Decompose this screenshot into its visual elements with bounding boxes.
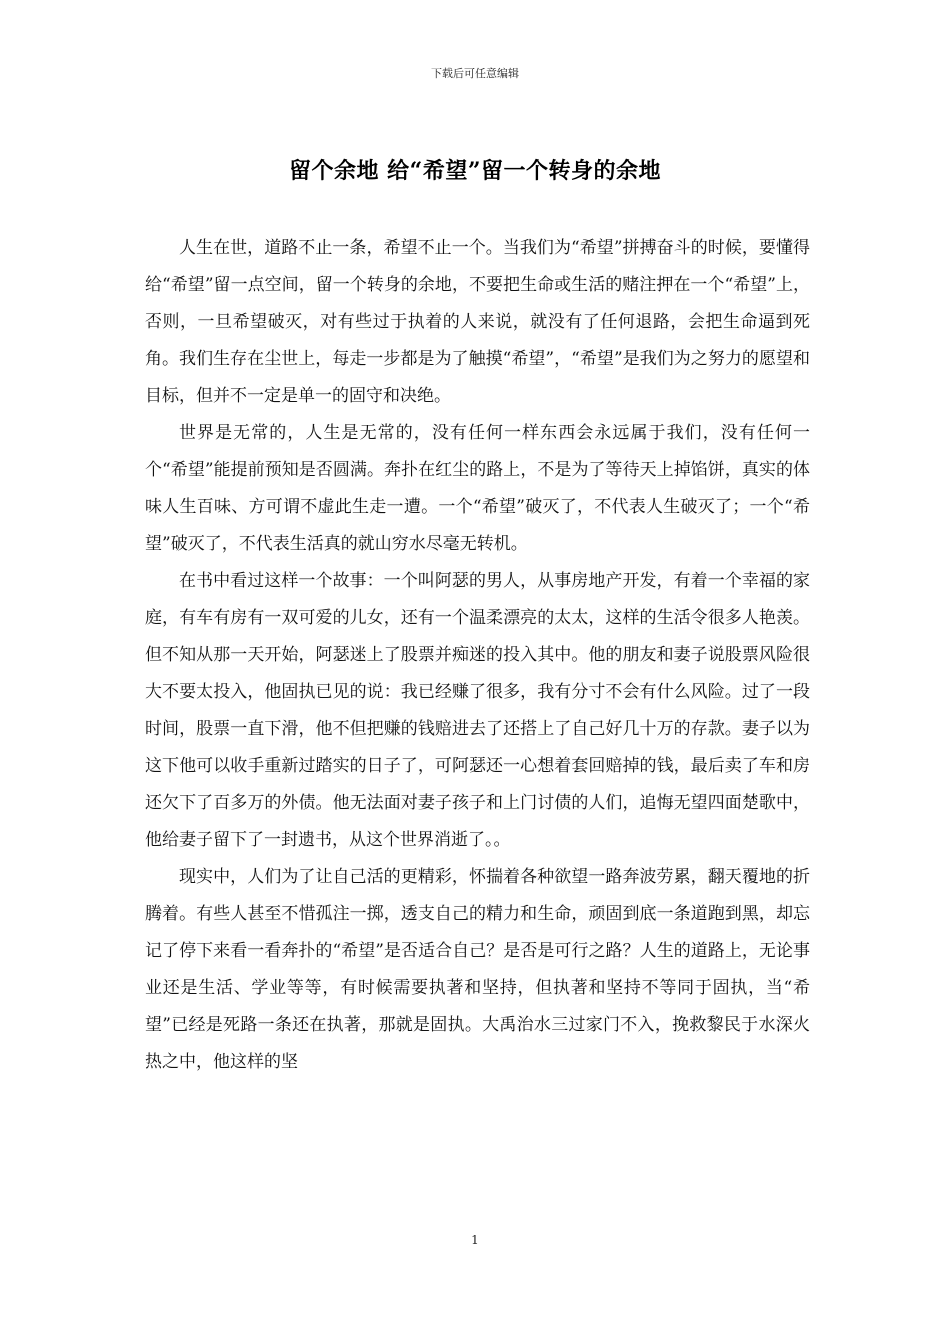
page-header: 下载后可任意编辑	[431, 67, 519, 80]
document-title: 留个余地 给“希望”留一个转身的余地	[289, 158, 661, 184]
paragraph-3: 在书中看过这样一个故事：一个叫阿瑟的男人，从事房地产开发，有着一个幸福的家庭，有车有房有一双可爱的儿女，还有一个温柔漂亮的太太，这样的生活令很多人艳羡。但不知从那一天开始，阿瑟迷上了股票并痴迷的投入其中。他的朋友和妻子说股票风险很大不要太投入，他固执已见的说：我已经赚了很多，我有分寸不会有什么风险。过了一段时间，股票一直下滑，他不但把赚的钱赔进去了还搭上了自己好几十万的存款。妻子以为这下他可以收手重新过踏实的日子了，可阿瑟还一心想着套回赔掉的钱，最后卖了车和房还欠下了百多万的外债。他无法面对妻子孩子和上门讨债的人们，追悔无望四面楚歌中，他给妻子留下了一封遗书，从这个世界消逝了。。	[145, 571, 810, 850]
paragraph-4: 现实中，人们为了让自己活的更精彩，怀揣着各种欲望一路奔波劳累，翻天覆地的折腾着。有些人甚至不惜孤注一掷，透支自己的精力和生命，顽固到底一条道跑到黑，却忘记了停下来看一看奔扑的“希望”是否适合自己？是否是可行之路？人生的道路上，无论事业还是生活、学业等等，有时候需要执著和坚持，但执著和坚持不等同于固执，当“希望”已经是死路一条还在执著，那就是固执。大禹治水三过家门不入，挽救黎民于水深火热之中，他这样的坚	[145, 867, 810, 1072]
page-number: 1	[471, 1233, 479, 1247]
paragraph-1: 人生在世，道路不止一条，希望不止一个。当我们为“希望”拼搏奋斗的时候，要懂得给“希望”留一点空间，留一个转身的余地，不要把生命或生活的赌注押在一个“希望”上，否则，一旦希望破灭，对有些过于执着的人来说，就没有了任何退路，会把生命逼到死角。我们生存在尘世上，每走一步都是为了触摸“希望”，“希望”是我们为之努力的愿望和目标，但并不一定是单一的固守和决绝。	[145, 238, 810, 406]
paragraph-2: 世界是无常的，人生是无常的，没有任何一样东西会永远属于我们，没有任何一个“希望”能提前预知是否圆满。奔扑在红尘的路上，不是为了等待天上掉馅饼，真实的体味人生百味、方可谓不虚此生走一遭。一个“希望”破灭了，不代表人生破灭了；一个“希望”破灭了，不代表生活真的就山穷水尽毫无转机。	[145, 423, 810, 554]
document-body	[145, 230, 810, 1081]
